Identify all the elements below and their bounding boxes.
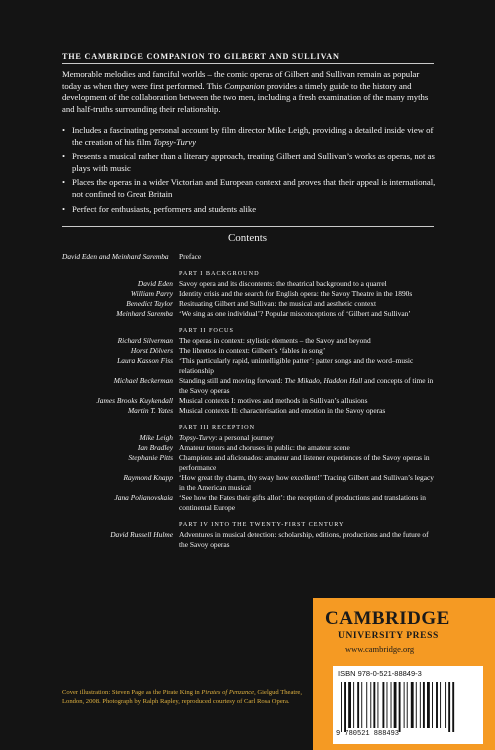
toc-chapter — [62, 336, 437, 346]
barcode-bar — [373, 682, 375, 728]
toc-title: Amateur tenors and choruses in public: the amateur scene — [179, 443, 350, 452]
intro-paragraph — [62, 69, 437, 115]
bullet-dot-icon: • — [62, 203, 66, 214]
table-of-contents — [62, 252, 437, 550]
cover-credit-b: , Gielgud Theatre, London, 2008. Photograph by Ralph Rapley, reproduced courtesy of Carl Rosa Opera. — [62, 689, 302, 706]
bullet-text: Presents a musical rather than a literary approach, treating Gilbert and Sullivan’s works as operas, not as plays with music — [72, 151, 435, 173]
toc-title: Topsy-Turvy: a personal journey — [179, 433, 274, 442]
toc-author: David Eden — [137, 279, 173, 288]
toc-title: Champions and aficionados: amateur and listener experiences of the Savoy operas in performance — [179, 453, 430, 472]
toc-chapter — [62, 376, 437, 396]
toc-author: James Brooks Kuykendall — [96, 396, 173, 405]
contents-rule — [62, 226, 434, 227]
toc-author: David Russell Hulme — [110, 530, 173, 539]
toc-title: Musical contexts I: motives and methods in Sullivan’s allusions — [179, 396, 368, 405]
barcode-bar — [357, 682, 359, 728]
toc-title: ‘This particularly rapid, unintelligible patter’: patter songs and the word–music relationship — [179, 356, 414, 375]
toc-title: ‘We sing as one individual’? Popular misconceptions of ‘Gilbert and Sullivan’ — [179, 309, 411, 318]
intro-part1: Memorable melodies and fanciful worlds – the comic operas of Gilbert and Sullivan remain as popular today as when they were first performed. This — [62, 69, 420, 91]
toc-author: Raymond Knapp — [123, 473, 173, 482]
intro-text — [62, 69, 437, 115]
toc-chapter — [62, 406, 437, 416]
toc-chapter — [62, 433, 437, 443]
barcode-bar — [382, 682, 384, 728]
cover-credit — [62, 688, 307, 707]
feature-bullets — [62, 125, 437, 218]
barcode-number: 9 780521 888493 — [336, 730, 400, 738]
bullet-item — [62, 151, 437, 174]
barcode-bar — [445, 682, 446, 728]
toc-part-heading: PART III RECEPTION — [179, 424, 256, 431]
publisher-press: UNIVERSITY PRESS — [338, 631, 439, 641]
toc-chapter — [62, 346, 437, 356]
barcode-bar — [366, 682, 367, 728]
cover-credit-a: Cover illustration: Steven Page as the Pirate King in — [62, 689, 202, 696]
barcode-bar — [344, 682, 346, 732]
toc-part-heading: PART II FOCUS — [179, 327, 234, 334]
barcode-bar — [448, 682, 450, 732]
toc-chapter — [62, 473, 437, 493]
barcode-bar — [411, 682, 414, 728]
barcode-bar — [436, 682, 438, 728]
toc-title: Adventures in musical detection: scholarship, editions, productions and the future of the Savoy operas — [179, 530, 429, 549]
barcode-bar — [391, 682, 392, 728]
toc-preface — [62, 252, 437, 262]
bullet-item — [62, 125, 437, 148]
toc-chapter — [62, 279, 437, 289]
contents-heading: Contents — [227, 232, 268, 244]
toc-author: Ian Bradley — [137, 443, 173, 452]
barcode-bar — [432, 682, 433, 728]
toc-title: ‘How great thy charm, thy sway how excellent!’ Tracing Gilbert and Sullivan’s legacy in the American musical — [179, 473, 434, 492]
intro-italic: Companion — [224, 80, 265, 91]
publisher-name: CAMBRIDGE — [325, 608, 450, 629]
barcode-bar — [361, 682, 362, 728]
bullet-dot-icon: • — [62, 125, 66, 135]
toc-author: Benedict Taylor — [126, 299, 173, 308]
series-title: THE CAMBRIDGE COMPANION TO GILBERT AND SULLIVAN — [62, 52, 340, 61]
toc-chapter — [62, 356, 437, 376]
toc-author: William Parry — [130, 289, 173, 298]
toc-title: Savoy opera and its discontents: the theatrical background to a quarrel — [179, 279, 387, 288]
barcode-bar — [407, 682, 408, 728]
barcode-bar — [427, 682, 430, 728]
barcode-bar — [353, 682, 354, 728]
barcode-bar — [370, 682, 371, 728]
toc-author: Horst Dölvers — [130, 346, 173, 355]
toc-title: Preface — [179, 252, 202, 261]
toc-chapter — [62, 396, 437, 406]
toc-chapter — [62, 453, 437, 473]
intro-part2: provides a timely guide to the history and development of the collaboration between the two men, including a fresh examination of the many myths and half-truths surrounding their relationship. — [62, 80, 429, 114]
barcode-bar — [348, 682, 351, 728]
barcode-box — [333, 666, 483, 744]
toc-author: Laura Kasson Fiss — [117, 356, 173, 365]
bullet-item — [62, 177, 437, 200]
barcode-bar — [404, 682, 405, 728]
barcode-bar — [420, 682, 421, 728]
toc-chapter — [62, 493, 437, 513]
bullet-text: Perfect for enthusiasts, performers and students alike — [72, 203, 257, 214]
toc-part-heading: PART I BACKGROUND — [179, 270, 260, 277]
toc-author: Michael Beckerman — [113, 376, 173, 385]
bullet-dot-icon: • — [62, 177, 66, 188]
barcode-bar — [377, 682, 378, 728]
toc-title: The operas in context: stylistic elements – the Savoy and beyond — [179, 336, 371, 345]
top-rule — [62, 63, 434, 64]
toc-title: ‘See how the Fates their gifts allot’: the reception of productions and translations in continental Europe — [179, 493, 426, 512]
bullet-item — [62, 204, 437, 216]
isbn-label: ISBN 978-0-521-88849-3 — [338, 669, 422, 678]
bullet-text: Includes a fascinating personal account by film director Mike Leigh, providing a detailed inside view of the creation of his film Topsy-Turvy — [72, 125, 434, 147]
barcode-bar — [440, 682, 441, 728]
toc-title: Musical contexts II: characterisation and emotion in the Savoy operas — [179, 406, 386, 415]
barcode-icon — [339, 682, 477, 732]
barcode-bar — [399, 682, 401, 732]
toc-title: Resituating Gilbert and Sullivan: the musical and aesthetic context — [179, 299, 377, 308]
bullet-dot-icon: • — [62, 151, 66, 162]
toc-author: Stephanie Pitts — [128, 453, 173, 462]
toc-title: The librettos in context: Gilbert’s ‘fables in song’ — [179, 346, 326, 355]
barcode-bar — [394, 682, 397, 728]
toc-author: Jana Polianovskaia — [114, 493, 173, 502]
barcode-bar — [387, 682, 388, 728]
toc-part-heading: PART IV INTO THE TWENTY-FIRST CENTURY — [179, 521, 345, 528]
barcode-bar — [423, 682, 425, 728]
toc-chapter — [62, 309, 437, 319]
toc-author: Mike Leigh — [139, 433, 173, 442]
publisher-url: www.cambridge.org — [345, 644, 415, 654]
toc-chapter — [62, 289, 437, 299]
toc-author: David Eden and Meinhard Saremba — [62, 252, 169, 261]
bullet-text: Places the operas in a wider Victorian and European context and proves that their appeal is international, not confined to Great Britain — [72, 177, 436, 199]
barcode-bar — [452, 682, 454, 732]
toc-title: Standing still and moving forward: The Mikado, Haddon Hall and concepts of time in the Savoy operas — [179, 376, 434, 395]
toc-author: Meinhard Saremba — [116, 309, 173, 318]
toc-title: Identity crisis and the search for English opera: the Savoy Theatre in the 1890s — [179, 289, 413, 298]
toc-chapter — [62, 443, 437, 453]
toc-author: Richard Silverman — [117, 336, 173, 345]
toc-chapter — [62, 299, 437, 309]
cover-credit-italic: Pirates of Penzance — [201, 689, 255, 696]
toc-chapter — [62, 530, 437, 550]
toc-author: Martin T. Yates — [128, 406, 173, 415]
barcode-bar — [416, 682, 417, 728]
barcode-bar — [341, 682, 342, 732]
